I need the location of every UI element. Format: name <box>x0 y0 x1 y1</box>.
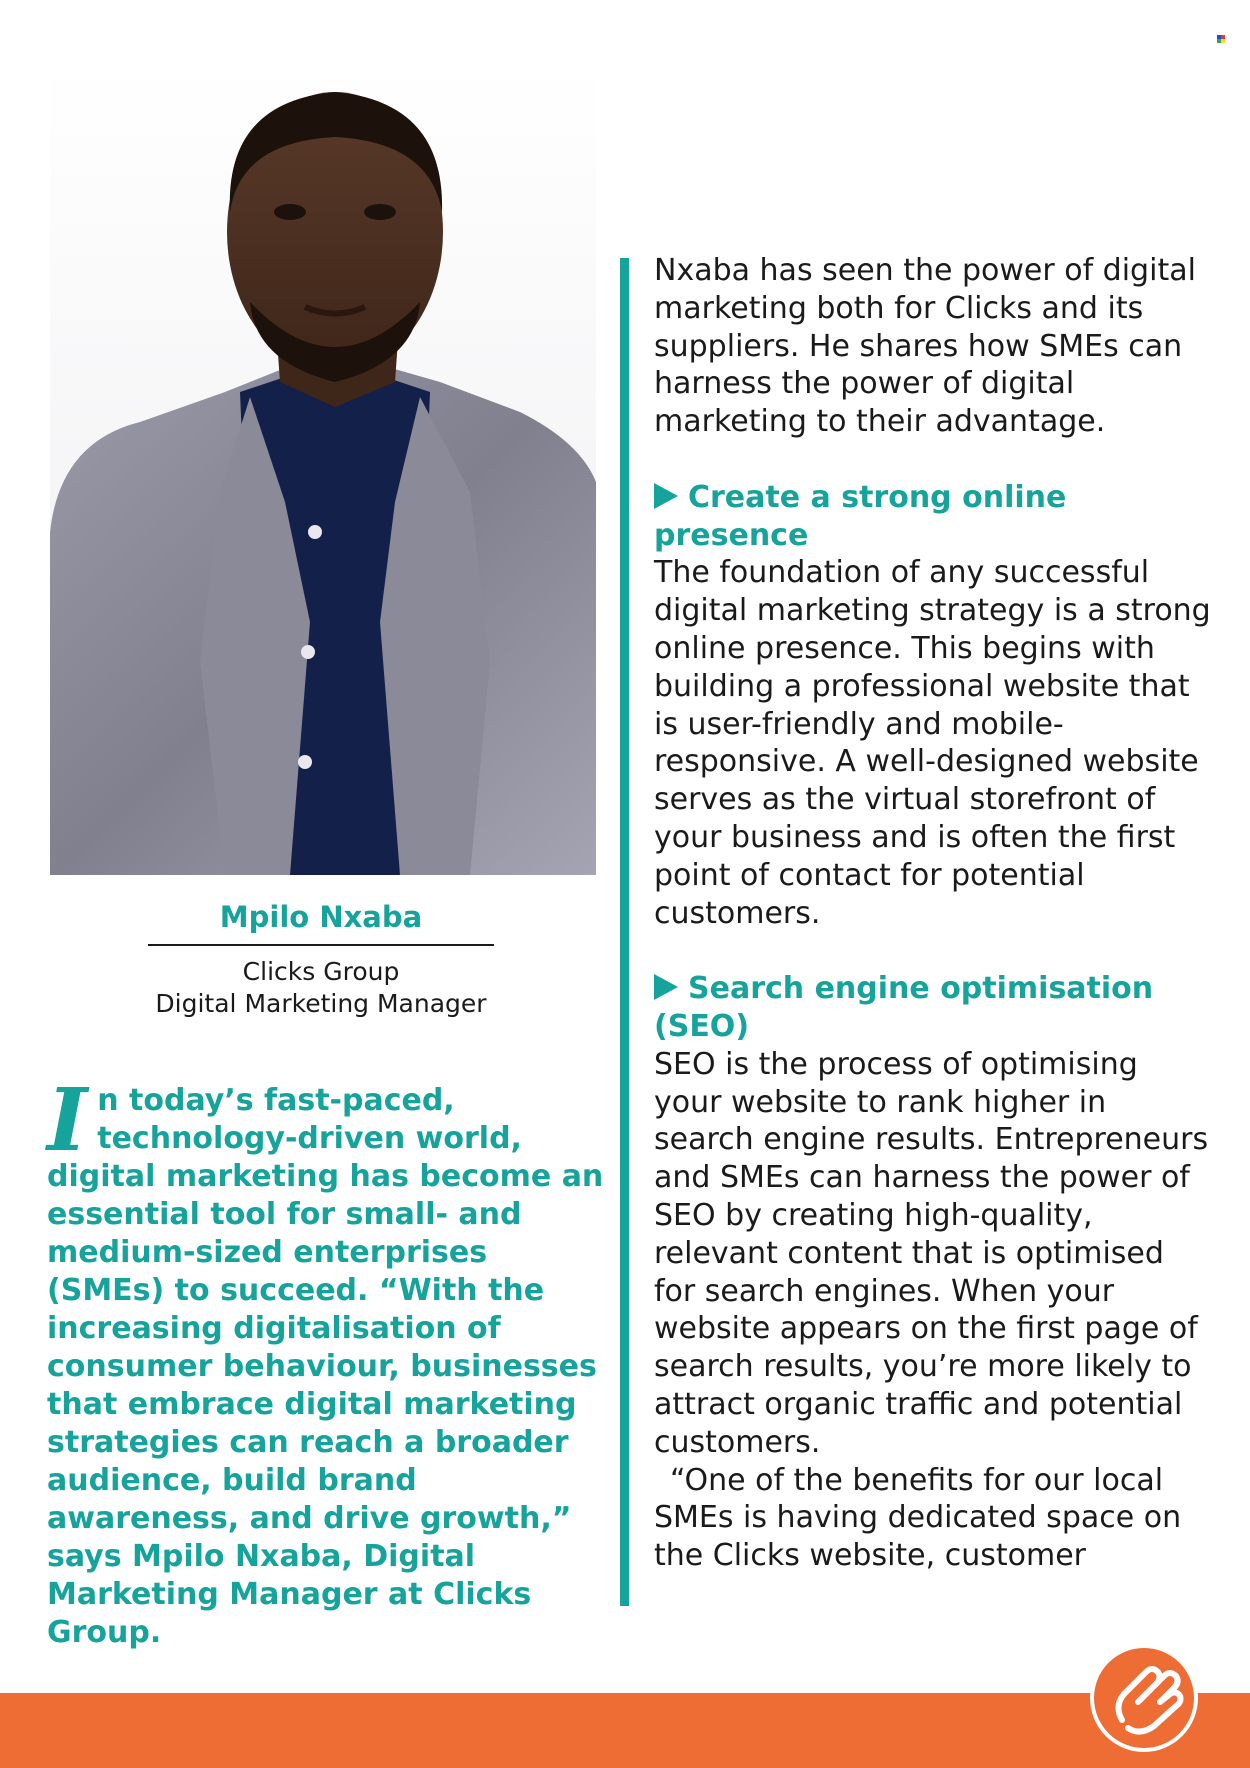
person-name: Mpilo Nxaba <box>219 900 423 934</box>
section-body-seo: SEO is the process of optimising your website to rank higher in search engine results. Entrepreneurs and SMEs can harness the power of SEO by creating high-quality, relevant content that is optimised for search engines. When your website appears on the first page of search results, you’re more likely to attract organic traffic and potential customers. <box>654 1046 1209 1460</box>
column-divider <box>620 258 629 1606</box>
caption-divider <box>148 944 494 946</box>
registration-mark-icon <box>1217 35 1225 43</box>
section-heading-seo: Search engine optimisation (SEO) <box>654 971 1154 1044</box>
photo-caption <box>130 898 512 1020</box>
footer-band <box>0 1693 1250 1768</box>
triangle-right-icon <box>654 974 678 1000</box>
person-role: Digital Marketing Manager <box>155 989 487 1018</box>
section-body-online-presence: The foundation of any successful digital marketing strategy is a strong online presence. This begins with building a professional website that is user-friendly and mobile-responsive. A well-designed website serves as the virtual storefront of your business and is often the first point of contact for potential customers. <box>654 555 1211 931</box>
drop-cap: I <box>47 1070 88 1171</box>
section-heading-online-presence: Create a strong online presence <box>654 479 1067 553</box>
article-column <box>654 252 1214 1575</box>
intro-text: n today’s fast-paced, technology-driven world, digital marketing has become an essential tool for small- and medium-sized enterprises (SMEs) to succeed. “With the increasing digitalisation of consumer behaviour, businesses that embrace digital marketing strategies can reach a broader audience, build brand awareness, and drive growth,” says Mpilo Nxaba, Digital Marketing Manager at Clicks Group. <box>47 1083 604 1650</box>
triangle-right-icon <box>654 483 678 509</box>
person-company: Clicks Group <box>242 957 400 986</box>
intro-paragraph <box>47 1070 607 1652</box>
section-continuation: “One of the benefits for our local SMEs is having dedicated space on the Clicks website, customer <box>654 1462 1182 1574</box>
hand-icon <box>1090 1644 1198 1752</box>
portrait-photo <box>50 62 596 875</box>
article-lead: Nxaba has seen the power of digital marketing both for Clicks and its suppliers. He shares how SMEs can harness the power of digital marketing to their advantage. <box>654 253 1196 440</box>
